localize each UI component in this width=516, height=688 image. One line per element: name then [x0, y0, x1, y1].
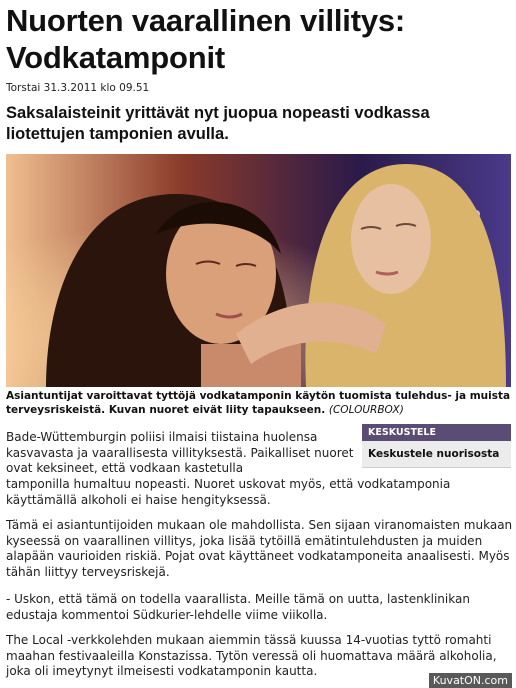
article-dateline: Torstai 31.3.2011 klo 09.51	[6, 82, 150, 94]
watermark: KuvatON.com	[429, 673, 512, 688]
discussion-box	[362, 424, 511, 470]
article-paragraph-2: Tämä ei asiantuntijoiden mukaan ole mahdollista. Sen sijaan viranomaisten mukaan kyseessä on vaarallinen villitys, joka lisää tytöillä emätintulehdusten ja muiden alapään vaurioiden riskiä. Pojat ovat käyttäneet vodkatamponeita anaalisesti. Myös tähän liittyy terveysriskejä.	[6, 518, 513, 579]
article-paragraph-3: - Uskon, että tämä on todella vaarallista. Meille tämä on uutta, lastenklinikan edustaja kommentoi Südkurier-lehdelle viime viikolla.	[6, 592, 470, 622]
article-photo	[6, 154, 511, 387]
photo-illustration	[6, 154, 511, 387]
article-headline: Nuorten vaarallinen villitys: Vodkatamponit	[6, 3, 406, 75]
discussion-link[interactable]: Keskustele nuorisosta	[362, 441, 511, 468]
caption-credit: (COLOURBOX)	[328, 404, 404, 416]
discussion-heading: KESKUSTELE	[362, 424, 511, 441]
article-paragraph-4: The Local -verkkolehden mukaan aiemmin tässä kuussa 14-vuotias tyttö romahti maahan festivaaleilla Konstazissa. Tytön veressä oli huomattava määrä alkoholia, joka oli imeytynyt ilmeisesti vodkatamponin kautta.	[6, 633, 497, 678]
photo-caption	[6, 389, 514, 417]
caption-text: Asiantuntijat varoittavat tyttöjä vodkatamponin käytön tuomista tulehdus- ja muista terveysriskeistä. Kuvan nuoret eivät liity tapaukseen.	[6, 390, 511, 416]
article-lead: Saksalaisteinit yrittävät nyt juopua nopeasti vodkassa liotettujen tamponien avulla.	[6, 104, 430, 143]
article-paragraph-1: Bade-Wüttemburgin poliisi ilmaisi tiistaina huolensa kasvavasta ja vaarallisesta villityksestä. Paikalliset nuoret ovat keksineet, että vodkaan kastetulla	[6, 430, 354, 475]
article-paragraph-1-continued: tamponilla humaltuu nopeasti. Nuoret uskovat myös, että vodkatamponia käyttämällä alkoholi ei haise hengityksessä.	[6, 477, 451, 507]
